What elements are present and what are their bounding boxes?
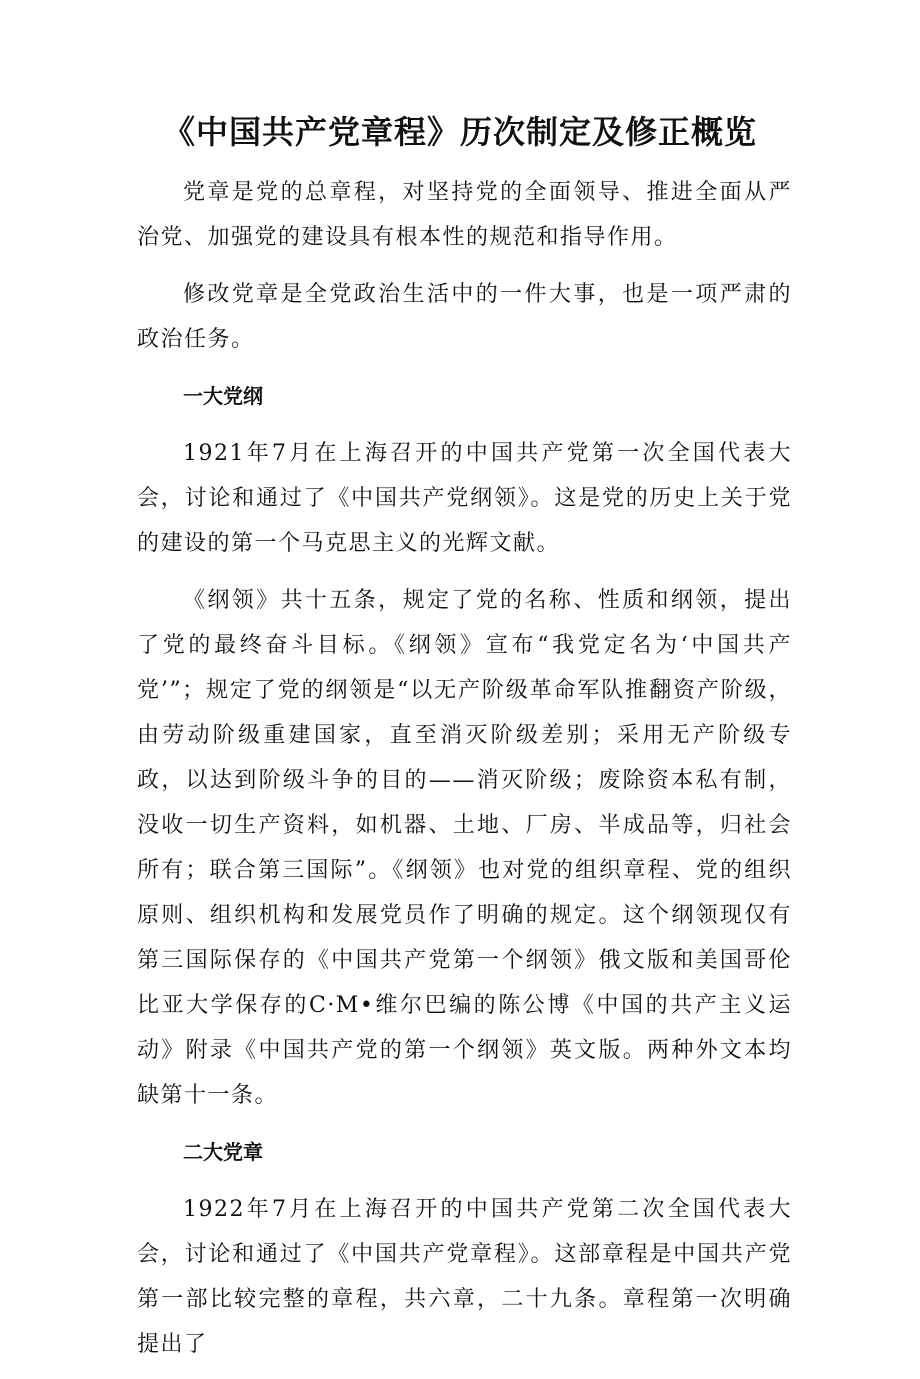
section-heading-1: 一大党纲 <box>183 384 263 408</box>
intro-paragraph-2: 修改党章是全党政治生活中的一件大事，也是一项严肃的政治任务。 <box>137 282 792 352</box>
section-1-paragraph-2: 《纲领》共十五条，规定了党的名称、性质和纲领，提出了党的最终奋斗目标。《纲领》宣布“我党定名为‘中国共产党’”；规定了党的纲领是“以无产阶级革命军队推翻资产阶级，由劳动阶级重建国家，直至消灭阶级差别；采用无产阶级专政，以达到阶级斗争的目的——消灭阶级；废除资本私有制，没收一切生产资料，如机器、土地、厂房、半成品等，归社会所有；联合第三国际”。《纲领》也对党的组织章程、党的组织原则、组织机构和发展党员作了明确的规定。这个纲领现仅有第三国际保存的《中国共产党第一个纲领》俄文版和美国哥伦比亚大学保存的C·M•维尔巴编的陈公博《中国的共产主义运动》附录《中国共产党的第一个纲领》英文版。两种外文本均缺第十一条。 <box>137 588 792 1108</box>
section-2-paragraph-1: 1922年7月在上海召开的中国共产党第二次全国代表大会，讨论和通过了《中国共产党章程》。这部章程是中国共产党第一部比较完整的章程，共六章，二十九条。章程第一次明确提出了 <box>137 1197 792 1357</box>
section-1-paragraph-1: 1921年7月在上海召开的中国共产党第一次全国代表大会，讨论和通过了《中国共产党纲领》。这是党的历史上关于党的建设的第一个马克思主义的光辉文献。 <box>137 441 792 556</box>
intro-paragraph-1: 党章是党的总章程，对坚持党的全面领导、推进全面从严治党、加强党的建设具有根本性的规范和指导作用。 <box>137 180 792 250</box>
section-heading-2: 二大党章 <box>183 1140 263 1164</box>
document-title: 《中国共产党章程》历次制定及修正概览 <box>162 113 757 151</box>
document-body <box>137 170 792 1379</box>
